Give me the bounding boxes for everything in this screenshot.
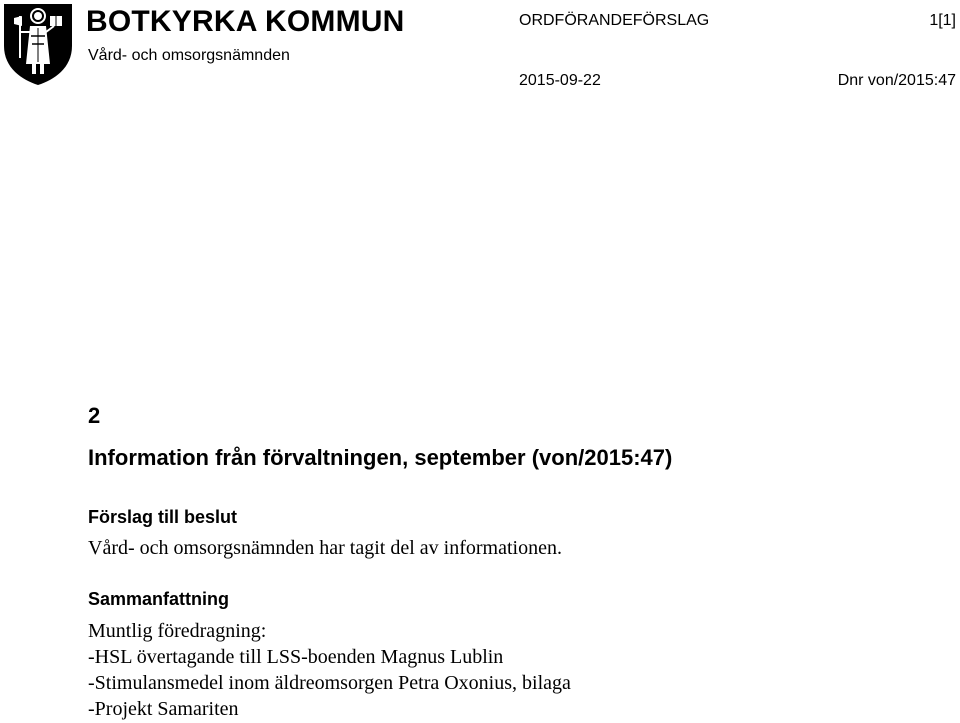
document-date: 2015-09-22 bbox=[519, 72, 601, 89]
summary-heading: Sammanfattning bbox=[88, 589, 230, 609]
item-number: 2 bbox=[88, 403, 101, 428]
proposal-text: Vård- och omsorgsnämnden har tagit del av informationen. bbox=[88, 537, 562, 559]
reference-number: Dnr von/2015:47 bbox=[837, 72, 956, 89]
item-title: Information från förvaltningen, september (von/2015:47) bbox=[88, 445, 673, 470]
summary-line: Muntlig föredragning: bbox=[88, 620, 267, 642]
document-type: ORDFÖRANDEFÖRSLAG bbox=[519, 12, 710, 29]
page-number: 1[1] bbox=[929, 12, 956, 29]
proposal-heading: Förslag till beslut bbox=[88, 507, 238, 527]
summary-line: -Stimulansmedel inom äldreomsorgen Petra Oxonius, bilaga bbox=[88, 672, 571, 694]
department-name: Vård- och omsorgsnämnden bbox=[88, 47, 290, 64]
organization-name: BOTKYRKA KOMMUN bbox=[86, 5, 405, 38]
coat-of-arms-icon bbox=[2, 2, 74, 86]
summary-line: -HSL övertagande till LSS-boenden Magnus Lublin bbox=[88, 646, 504, 668]
summary-line: -Projekt Samariten bbox=[88, 698, 239, 720]
summary-text bbox=[88, 618, 571, 722]
